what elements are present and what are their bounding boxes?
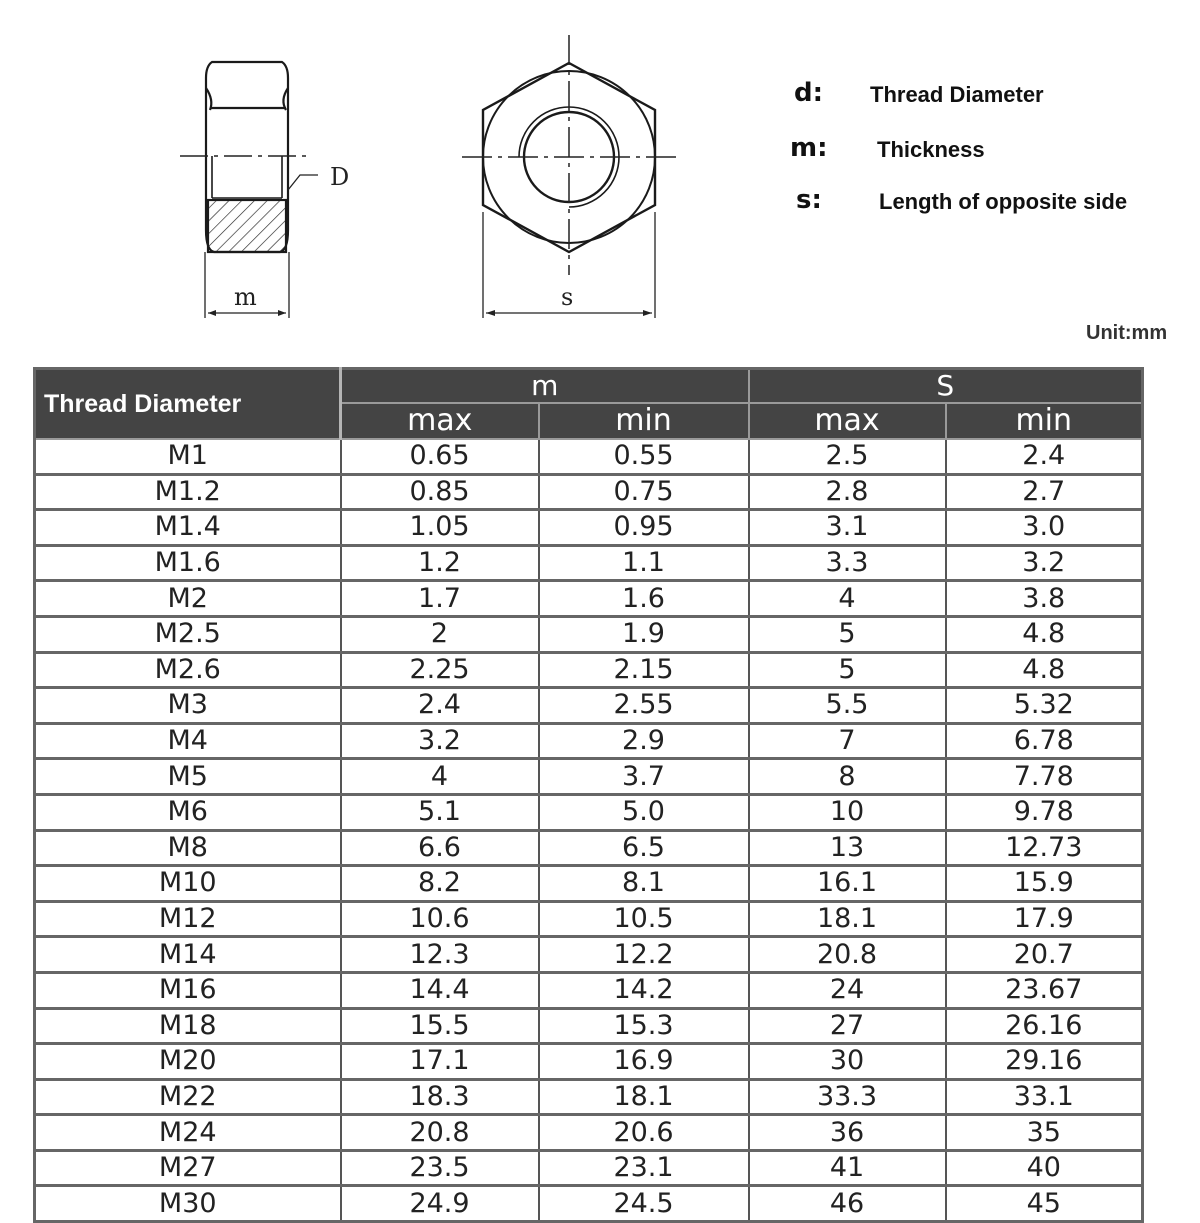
m-max-cell: 14.4 [341, 972, 539, 1008]
nut-top-view-diagram [450, 30, 680, 330]
m-min-cell: 16.9 [539, 1044, 749, 1080]
m-max-cell: 1.2 [341, 545, 539, 581]
m-max-cell: 2.25 [341, 652, 539, 688]
m-min-cell: 0.55 [539, 439, 749, 474]
s-max-cell: 27 [749, 1008, 946, 1044]
m-max-cell: 2 [341, 616, 539, 652]
thread-diameter-header: Thread Diameter [35, 369, 341, 440]
m-max-cell: 6.6 [341, 830, 539, 866]
m-min-cell: 5.0 [539, 794, 749, 830]
s-min-cell: 33.1 [946, 1079, 1143, 1115]
m-max-cell: 15.5 [341, 1008, 539, 1044]
table-row [35, 1044, 1143, 1080]
m-min-cell: 2.15 [539, 652, 749, 688]
thread-size-cell: M4 [35, 723, 341, 759]
thread-size-cell: M27 [35, 1150, 341, 1186]
s-max-cell: 13 [749, 830, 946, 866]
table-row [35, 439, 1143, 474]
m-max-cell: 17.1 [341, 1044, 539, 1080]
label-m: m [234, 283, 257, 311]
table-header-group-row [35, 369, 1143, 404]
table-row [35, 830, 1143, 866]
thread-size-cell: M14 [35, 937, 341, 973]
table-row [35, 1150, 1143, 1186]
table-row [35, 616, 1143, 652]
thread-size-cell: M18 [35, 1008, 341, 1044]
table-row [35, 545, 1143, 581]
m-max-cell: 24.9 [341, 1186, 539, 1222]
thread-size-cell: M22 [35, 1079, 341, 1115]
legend-value: Thread Diameter [870, 82, 1044, 107]
m-max-cell: 18.3 [341, 1079, 539, 1115]
m-max-cell: 4 [341, 759, 539, 795]
s-max-cell: 2.5 [749, 439, 946, 474]
thread-size-cell: M2.6 [35, 652, 341, 688]
s-min-cell: 4.8 [946, 616, 1143, 652]
s-max-cell: 4 [749, 581, 946, 617]
s-max-cell: 10 [749, 794, 946, 830]
table-row [35, 581, 1143, 617]
thread-size-cell: M30 [35, 1186, 341, 1222]
s-min-cell: 7.78 [946, 759, 1143, 795]
s-min-cell: 5.32 [946, 688, 1143, 724]
thread-size-cell: M24 [35, 1115, 341, 1151]
subheader-m-max: max [341, 403, 539, 439]
thread-size-cell: M2 [35, 581, 341, 617]
table-row [35, 723, 1143, 759]
m-min-cell: 1.9 [539, 616, 749, 652]
table-row [35, 972, 1143, 1008]
s-min-cell: 4.8 [946, 652, 1143, 688]
thread-size-cell: M3 [35, 688, 341, 724]
s-max-cell: 5.5 [749, 688, 946, 724]
m-max-cell: 12.3 [341, 937, 539, 973]
s-max-cell: 36 [749, 1115, 946, 1151]
thread-size-cell: M20 [35, 1044, 341, 1080]
label-s: s [561, 283, 574, 311]
s-min-cell: 6.78 [946, 723, 1143, 759]
m-min-cell: 0.75 [539, 474, 749, 510]
group-header-m: m [341, 369, 749, 404]
s-max-cell: 18.1 [749, 901, 946, 937]
table-row [35, 652, 1143, 688]
thread-size-cell: M5 [35, 759, 341, 795]
m-max-cell: 1.7 [341, 581, 539, 617]
s-max-cell: 7 [749, 723, 946, 759]
table-row [35, 759, 1143, 795]
m-min-cell: 15.3 [539, 1008, 749, 1044]
m-min-cell: 6.5 [539, 830, 749, 866]
s-min-cell: 2.7 [946, 474, 1143, 510]
thread-size-cell: M8 [35, 830, 341, 866]
thread-size-cell: M1.4 [35, 510, 341, 546]
hex-nut-dimension-table [33, 367, 1144, 1223]
table-row [35, 1079, 1143, 1115]
unit-label: Unit:mm [1086, 322, 1168, 344]
s-min-cell: 3.0 [946, 510, 1143, 546]
subheader-s-min: min [946, 403, 1143, 439]
m-max-cell: 0.85 [341, 474, 539, 510]
legend-key: d: [794, 78, 824, 108]
m-max-cell: 0.65 [341, 439, 539, 474]
m-min-cell: 8.1 [539, 866, 749, 902]
thread-size-cell: M10 [35, 866, 341, 902]
s-max-cell: 46 [749, 1186, 946, 1222]
m-max-cell: 8.2 [341, 866, 539, 902]
s-max-cell: 3.1 [749, 510, 946, 546]
table-row [35, 937, 1143, 973]
s-min-cell: 9.78 [946, 794, 1143, 830]
s-min-cell: 12.73 [946, 830, 1143, 866]
m-max-cell: 20.8 [341, 1115, 539, 1151]
m-min-cell: 3.7 [539, 759, 749, 795]
m-min-cell: 24.5 [539, 1186, 749, 1222]
thread-size-cell: M6 [35, 794, 341, 830]
m-min-cell: 10.5 [539, 901, 749, 937]
subheader-m-min: min [539, 403, 749, 439]
table-row [35, 1186, 1143, 1222]
s-min-cell: 23.67 [946, 972, 1143, 1008]
subheader-s-max: max [749, 403, 946, 439]
m-min-cell: 23.1 [539, 1150, 749, 1186]
thread-size-cell: M1.6 [35, 545, 341, 581]
m-min-cell: 2.9 [539, 723, 749, 759]
table-row [35, 901, 1143, 937]
s-max-cell: 16.1 [749, 866, 946, 902]
s-max-cell: 33.3 [749, 1079, 946, 1115]
legend-value: Thickness [877, 137, 985, 162]
thread-size-cell: M12 [35, 901, 341, 937]
legend-key: m: [790, 133, 828, 163]
m-max-cell: 10.6 [341, 901, 539, 937]
table-row [35, 474, 1143, 510]
table-row [35, 794, 1143, 830]
table-row [35, 510, 1143, 546]
s-min-cell: 3.8 [946, 581, 1143, 617]
m-min-cell: 1.1 [539, 545, 749, 581]
thread-size-cell: M2.5 [35, 616, 341, 652]
s-min-cell: 2.4 [946, 439, 1143, 474]
m-min-cell: 14.2 [539, 972, 749, 1008]
s-min-cell: 3.2 [946, 545, 1143, 581]
thread-size-cell: M1 [35, 439, 341, 474]
s-min-cell: 40 [946, 1150, 1143, 1186]
s-min-cell: 15.9 [946, 866, 1143, 902]
thread-size-cell: M1.2 [35, 474, 341, 510]
m-max-cell: 5.1 [341, 794, 539, 830]
m-min-cell: 12.2 [539, 937, 749, 973]
table-row [35, 688, 1143, 724]
thread-size-cell: M16 [35, 972, 341, 1008]
nut-side-view-diagram [170, 30, 370, 330]
m-max-cell: 2.4 [341, 688, 539, 724]
m-min-cell: 1.6 [539, 581, 749, 617]
s-min-cell: 35 [946, 1115, 1143, 1151]
s-min-cell: 26.16 [946, 1008, 1143, 1044]
s-max-cell: 20.8 [749, 937, 946, 973]
table-row [35, 1115, 1143, 1151]
s-max-cell: 5 [749, 616, 946, 652]
m-min-cell: 20.6 [539, 1115, 749, 1151]
s-max-cell: 41 [749, 1150, 946, 1186]
m-min-cell: 0.95 [539, 510, 749, 546]
label-D: D [330, 163, 350, 191]
s-min-cell: 45 [946, 1186, 1143, 1222]
s-max-cell: 5 [749, 652, 946, 688]
s-min-cell: 20.7 [946, 937, 1143, 973]
m-min-cell: 2.55 [539, 688, 749, 724]
m-max-cell: 23.5 [341, 1150, 539, 1186]
m-min-cell: 18.1 [539, 1079, 749, 1115]
m-max-cell: 3.2 [341, 723, 539, 759]
s-max-cell: 3.3 [749, 545, 946, 581]
s-max-cell: 30 [749, 1044, 946, 1080]
table-row [35, 866, 1143, 902]
legend-value: Length of opposite side [879, 189, 1128, 214]
m-max-cell: 1.05 [341, 510, 539, 546]
s-min-cell: 29.16 [946, 1044, 1143, 1080]
legend-key: s: [796, 185, 822, 215]
group-header-s: S [749, 369, 1143, 404]
s-max-cell: 2.8 [749, 474, 946, 510]
s-max-cell: 8 [749, 759, 946, 795]
s-max-cell: 24 [749, 972, 946, 1008]
table-row [35, 1008, 1143, 1044]
s-min-cell: 17.9 [946, 901, 1143, 937]
